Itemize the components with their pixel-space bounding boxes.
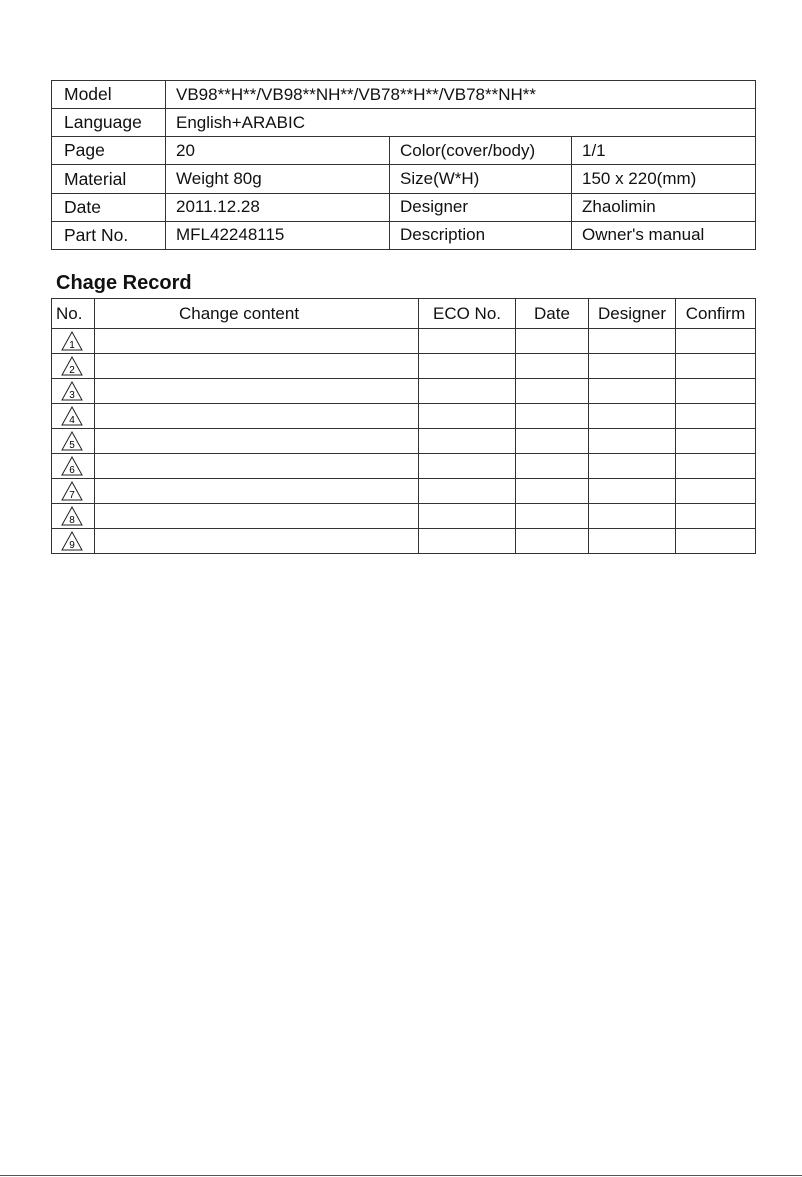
- eco-no-cell: [419, 329, 516, 354]
- revision-number: 5: [69, 440, 75, 451]
- description-label: Description: [390, 221, 572, 249]
- header-designer: Designer: [589, 299, 676, 329]
- confirm-cell: [676, 479, 756, 504]
- revision-number: 1: [69, 340, 75, 351]
- revision-cell: [52, 479, 95, 504]
- designer-cell: [589, 504, 676, 529]
- change-record-table: [51, 298, 756, 554]
- designer-cell: [589, 404, 676, 429]
- date-cell: [516, 429, 589, 454]
- revision-cell: [52, 379, 95, 404]
- date-label: Date: [52, 193, 166, 221]
- revision-cell: [52, 404, 95, 429]
- table-row: [52, 454, 756, 479]
- date-cell: [516, 404, 589, 429]
- revision-number: 8: [69, 515, 75, 526]
- revision-number: 9: [69, 540, 75, 551]
- color-value: 1/1: [572, 137, 756, 165]
- revision-cell: [52, 529, 95, 554]
- material-label: Material: [52, 165, 166, 193]
- designer-cell: [589, 354, 676, 379]
- change-content-cell: [95, 329, 419, 354]
- spec-table: [51, 80, 756, 250]
- spec-row-partno: [52, 221, 756, 249]
- spec-row-language: [52, 109, 756, 137]
- confirm-cell: [676, 354, 756, 379]
- spec-row-page: [52, 137, 756, 165]
- revision-cell: [52, 429, 95, 454]
- table-row: [52, 429, 756, 454]
- confirm-cell: [676, 504, 756, 529]
- revision-cell: [52, 329, 95, 354]
- header-no: No.: [52, 299, 95, 329]
- designer-cell: [589, 329, 676, 354]
- change-record-body: [52, 329, 756, 554]
- confirm-cell: [676, 529, 756, 554]
- confirm-cell: [676, 404, 756, 429]
- eco-no-cell: [419, 479, 516, 504]
- revision-triangle-icon: [61, 381, 83, 401]
- header-eco-no: ECO No.: [419, 299, 516, 329]
- revision-triangle-icon: [61, 456, 83, 476]
- eco-no-cell: [419, 429, 516, 454]
- designer-cell: [589, 379, 676, 404]
- spec-row-material: [52, 165, 756, 193]
- size-value: 150 x 220(mm): [572, 165, 756, 193]
- eco-no-cell: [419, 404, 516, 429]
- revision-cell: [52, 354, 95, 379]
- page-bottom-rule: [0, 1175, 802, 1176]
- revision-triangle-icon: [61, 331, 83, 351]
- revision-cell: [52, 504, 95, 529]
- table-row: [52, 529, 756, 554]
- table-row: [52, 354, 756, 379]
- change-content-cell: [95, 429, 419, 454]
- change-content-cell: [95, 529, 419, 554]
- spec-row-model: [52, 81, 756, 109]
- date-cell: [516, 329, 589, 354]
- table-row: [52, 379, 756, 404]
- eco-no-cell: [419, 454, 516, 479]
- designer-value: Zhaolimin: [572, 193, 756, 221]
- material-value: Weight 80g: [166, 165, 390, 193]
- date-cell: [516, 454, 589, 479]
- partno-value: MFL42248115: [166, 221, 390, 249]
- color-label: Color(cover/body): [390, 137, 572, 165]
- change-content-cell: [95, 379, 419, 404]
- model-value: VB98**H**/VB98**NH**/VB78**H**/VB78**NH**: [166, 81, 756, 109]
- change-content-cell: [95, 454, 419, 479]
- page-value: 20: [166, 137, 390, 165]
- spec-row-date: [52, 193, 756, 221]
- confirm-cell: [676, 429, 756, 454]
- eco-no-cell: [419, 529, 516, 554]
- header-date: Date: [516, 299, 589, 329]
- table-row: [52, 504, 756, 529]
- header-change-content: Change content: [95, 299, 419, 329]
- change-content-cell: [95, 404, 419, 429]
- change-content-cell: [95, 354, 419, 379]
- change-record-title: Chage Record: [56, 272, 192, 294]
- date-value: 2011.12.28: [166, 193, 390, 221]
- revision-triangle-icon: [61, 531, 83, 551]
- date-cell: [516, 529, 589, 554]
- confirm-cell: [676, 329, 756, 354]
- revision-number: 3: [69, 390, 75, 401]
- designer-cell: [589, 529, 676, 554]
- designer-cell: [589, 454, 676, 479]
- revision-triangle-icon: [61, 356, 83, 376]
- revision-triangle-icon: [61, 481, 83, 501]
- change-content-cell: [95, 504, 419, 529]
- designer-cell: [589, 479, 676, 504]
- designer-label: Designer: [390, 193, 572, 221]
- revision-cell: [52, 454, 95, 479]
- model-label: Model: [52, 81, 166, 109]
- size-label: Size(W*H): [390, 165, 572, 193]
- designer-cell: [589, 429, 676, 454]
- date-cell: [516, 354, 589, 379]
- eco-no-cell: [419, 504, 516, 529]
- eco-no-cell: [419, 354, 516, 379]
- revision-number: 4: [69, 415, 75, 426]
- revision-triangle-icon: [61, 506, 83, 526]
- revision-number: 7: [69, 490, 75, 501]
- date-cell: [516, 504, 589, 529]
- language-value: English+ARABIC: [166, 109, 756, 137]
- confirm-cell: [676, 379, 756, 404]
- change-content-cell: [95, 479, 419, 504]
- revision-number: 2: [69, 365, 75, 376]
- page-label: Page: [52, 137, 166, 165]
- eco-no-cell: [419, 379, 516, 404]
- partno-label: Part No.: [52, 221, 166, 249]
- language-label: Language: [52, 109, 166, 137]
- description-value: Owner's manual: [572, 221, 756, 249]
- revision-triangle-icon: [61, 406, 83, 426]
- date-cell: [516, 479, 589, 504]
- table-row: [52, 479, 756, 504]
- confirm-cell: [676, 454, 756, 479]
- revision-triangle-icon: [61, 431, 83, 451]
- header-confirm: Confirm: [676, 299, 756, 329]
- date-cell: [516, 379, 589, 404]
- table-row: [52, 404, 756, 429]
- revision-number: 6: [69, 465, 75, 476]
- change-record-header-row: [52, 299, 756, 329]
- table-row: [52, 329, 756, 354]
